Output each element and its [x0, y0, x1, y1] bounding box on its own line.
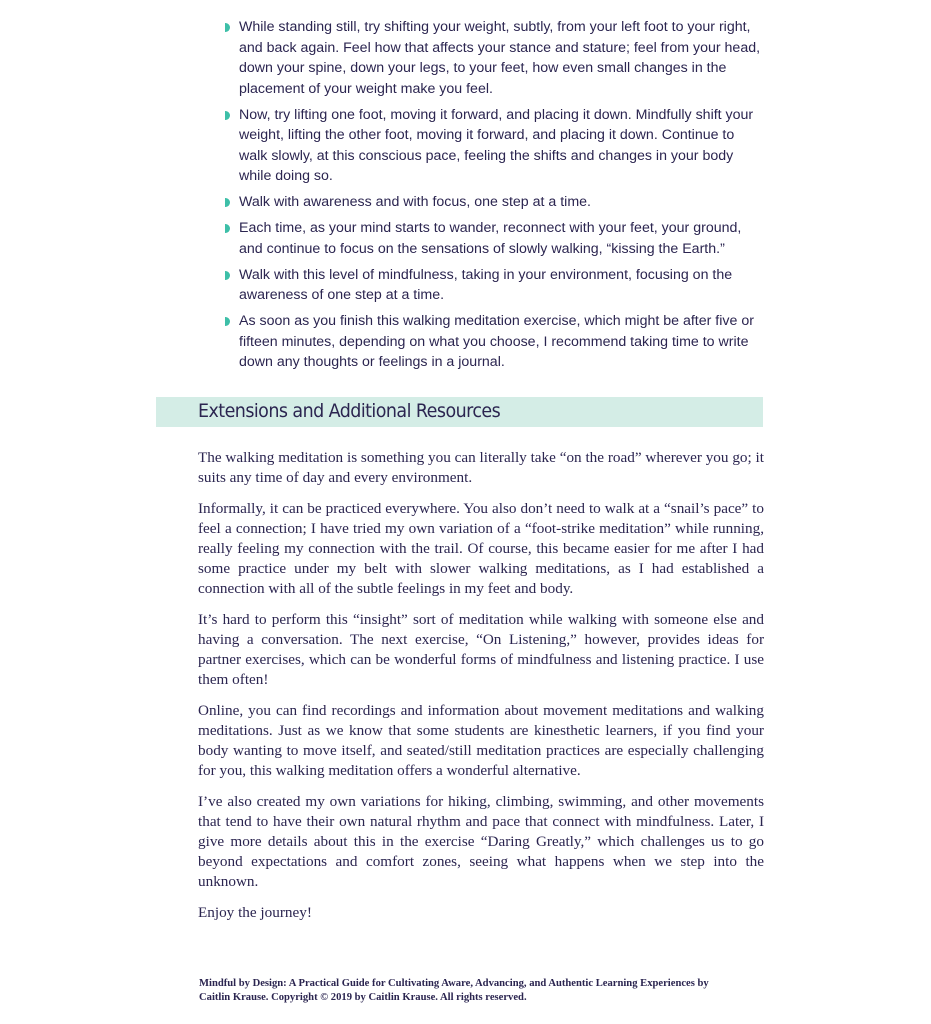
paragraph: It’s hard to perform this “insight” sort of meditation while walking with someone else and having a conversation. The next exercise, “On Listening,” however, provides ideas for partner exercises, which can be wonderful forms of mindfulness and listening practice. I use them often! [198, 611, 764, 688]
bullet-item [224, 192, 764, 213]
footer-line-2: Caitlin Krause. Copyright © 2019 by Caitlin Krause. All rights reserved. [199, 991, 527, 1003]
paragraph: I’ve also created my own variations for hiking, climbing, swimming, and other movements that tend to have their own natural rhythm and pace that connect with mindfulness. Later, I give more details about this in the exercise “Daring Greatly,” which challenges us to go beyond expectations and comfort zones, seeing what happens when we step into the unknown. [198, 793, 764, 890]
bullet-text: Walk with awareness and with focus, one step at a time. [239, 194, 591, 210]
half-disc-bullet-icon [225, 317, 230, 326]
paragraph: Enjoy the journey! [198, 904, 312, 921]
copyright-footer [199, 977, 779, 1004]
half-disc-bullet-icon [225, 224, 230, 233]
half-disc-bullet-icon [225, 198, 230, 207]
bullet-text: Each time, as your mind starts to wander, reconnect with your feet, your ground, and continue to focus on the sensations of slowly walking, “kissing the Earth.” [239, 220, 742, 257]
paragraph: Informally, it can be practiced everywhere. You also don’t need to walk at a “snail’s pace” to feel a connection; I have tried my own variation of a “foot-strike meditation” while running, really feeling my connection with the trail. Of course, this became easier for me after I had some practice under my belt with slower walking meditations, as I had established a connection with all of the subtle feelings in my feet and body. [198, 500, 764, 597]
bullet-text: Now, try lifting one foot, moving it forward, and placing it down. Mindfully shift your weight, lifting the other foot, moving it forward, and placing it down. Continue to walk slowly, at this conscious pace, feeling the shifts and changes in your body while doing so. [239, 106, 754, 184]
paragraph: Online, you can find recordings and information about movement meditations and walking meditations. Just as we know that some students are kinesthetic learners, if you find your body wanting to move itself, and seated/still meditation practices are especially challenging for you, this walking meditation offers a wonderful alternative. [198, 702, 764, 779]
bullet-item [224, 311, 764, 373]
bullet-text: While standing still, try shifting your weight, subtly, from your left foot to your right, and back again. Feel how that affects your stance and stature; feel from your head, down your spine, down your legs, to your feet, how even small changes in the placement of your weight make you feel. [239, 19, 761, 97]
half-disc-bullet-icon [225, 271, 230, 280]
section-heading-band [156, 397, 763, 427]
paragraph: The walking meditation is something you can literally take “on the road” wherever you go; it suits any time of day and every environment. [198, 449, 764, 486]
bullet-text: As soon as you finish this walking meditation exercise, which might be after five or fifteen minutes, depending on what you choose, I recommend taking time to write down any thoughts or feelings in a journal. [239, 313, 754, 370]
bullet-item [224, 265, 764, 306]
bullet-text: Walk with this level of mindfulness, taking in your environment, focusing on the awareness of one step at a time. [239, 266, 733, 303]
section-body [198, 448, 764, 934]
bullet-item [224, 105, 764, 187]
footer-line-1: Mindful by Design: A Practical Guide for Cultivating Aware, Advancing, and Authentic Learning Experiences by [199, 978, 709, 989]
bullet-item [224, 218, 764, 259]
instruction-bullet-list [224, 17, 764, 378]
half-disc-bullet-icon [225, 111, 230, 120]
section-heading: Extensions and Additional Resources [198, 400, 501, 422]
bullet-item [224, 17, 764, 99]
half-disc-bullet-icon [225, 23, 230, 32]
